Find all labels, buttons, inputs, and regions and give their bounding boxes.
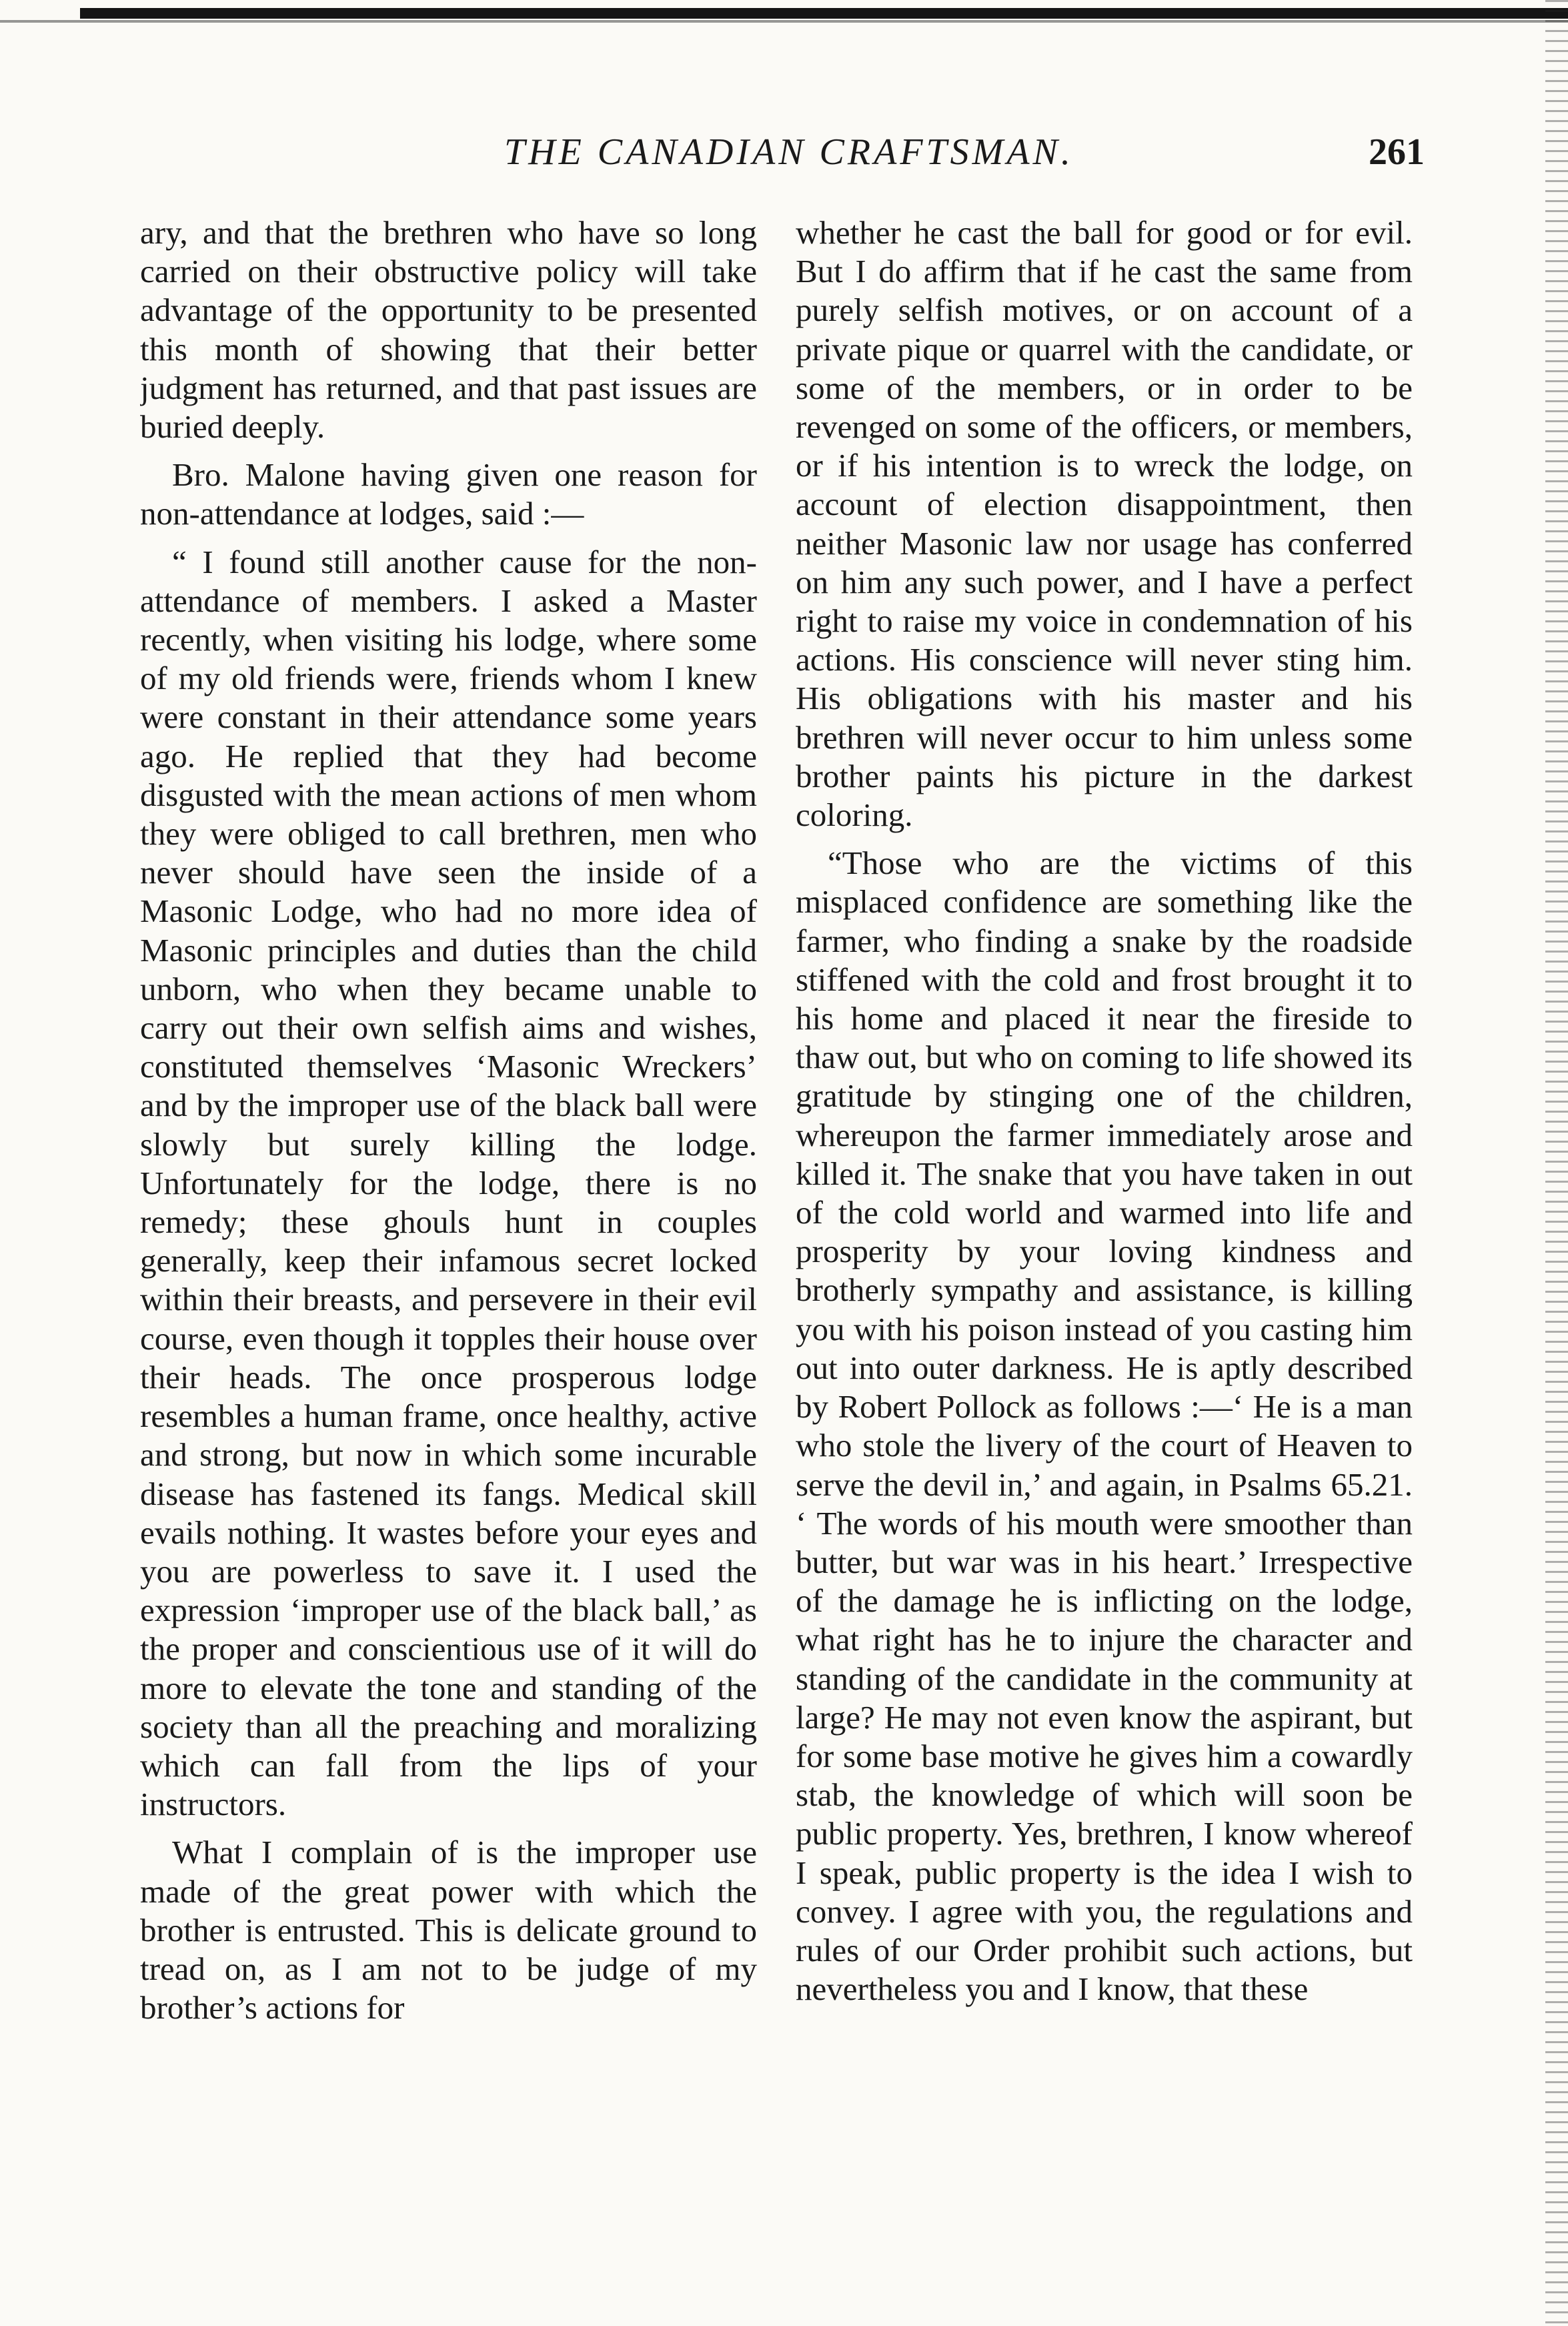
page-edge-binding xyxy=(1545,0,1568,2326)
right-paragraph-1: whether he cast the ball for good or for evil. But I do affirm that if he cast the same from purely selfish motives, or on account of a private pique or quarrel with the candidate, or some of the members, or in order to be revenged on some of the officers, or members, or if his intention is to wreck the lodge, on account of election disappointment, then neither Masonic law nor usage has conferred on him any such power, and I have a perfect right to raise my voice in condemnation of his actions. His conscience will never sting him. His obligations with his master and his brethren will never occur to him unless some brother paints his picture in the darkest coloring. xyxy=(796,214,1413,834)
top-border-shadow xyxy=(0,20,1568,23)
right-paragraph-2: “Those who are the victims of this misplaced confidence are something like the farmer, who finding a snake by the roadside stiffened with the cold and frost brought it to his home and placed it near the fireside to thaw out, but who on coming to life showed its gratitude by stinging one of the children, whereupon the farmer immediately arose and killed it. The snake that you have taken in out of the cold world and warmed into life and prosperity by your loving kindness and brotherly sympathy and assistance, is killing you with his poison instead of you casting him out into outer darkness. He is aptly described by Robert Pollock as follows :—‘ He is a man who stole the livery of the court of Heaven to serve the devil in,’ and again, in Psalms 65.21. ‘ The words of his mouth were smoother than butter, but war was in his heart.’ Irrespective of the damage he is inflicting on the lodge, what right has he to injure the character and standing of the candidate in the community at large? He may not even know the aspirant, but for some base motive he gives him a cowardly stab, the knowledge of which will soon be public property. Yes, brethren, I know whereof I speak, public property is the idea I wish to convey. I agree with you, the regulations and rules of our Order prohibit such actions, but nevertheless you and I know, that these xyxy=(796,844,1413,2008)
left-paragraph-4: What I complain of is the improper use made of the great power with which the brother is entrusted. This is delicate ground to tread on, as I am not to be judge of my brother’s actions for xyxy=(140,1834,757,2026)
right-column xyxy=(796,213,1413,2308)
top-border-rule xyxy=(80,8,1568,19)
page-number: 261 xyxy=(1369,131,1425,173)
left-paragraph-3: “ I found still another cause for the non-attendance of members. I asked a Master recently, when visiting his lodge, where some of my old friends were, friends whom I knew were constant in their attendance some years ago. He replied that they had become disgusted with the mean actions of men whom they were obliged to call brethren, men who never should have seen the inside of a Masonic Lodge, who had no more idea of Masonic principles and duties than the child unborn, who when they became unable to carry out their own selfish aims and wishes, constituted themselves ‘Masonic Wreckers’ and by the improper use of the black ball were slowly but surely killing the lodge. Unfortunately for the lodge, there is no remedy; these ghouls hunt in couples generally, keep their infamous secret locked within their breasts, and persevere in their evil course, even though it topples their house over their heads. The once prosperous lodge resembles a human frame, once healthy, active and strong, but now in which some incurable disease has fastened its fangs. Medical skill evails nothing. It wastes before your eyes and you are powerless to save it. I used the expression ‘improper use of the black ball,’ as the proper and conscientious use of it will do more to elevate the tone and standing of the society than all the preaching and moralizing which can fall from the lips of your instructors. xyxy=(140,543,757,1823)
page-header xyxy=(157,131,1425,191)
left-column xyxy=(140,213,757,2308)
left-paragraph-1: ary, and that the brethren who have so long carried on their obstructive policy will take advantage of the opportunity to be presented this month of showing that their better judgment has returned, and that past issues are buried deeply. xyxy=(140,214,757,446)
left-paragraph-2: Bro. Malone having given one reason for non-attendance at lodges, said :— xyxy=(140,456,757,532)
running-title: THE CANADIAN CRAFTSMAN. xyxy=(504,131,1074,173)
